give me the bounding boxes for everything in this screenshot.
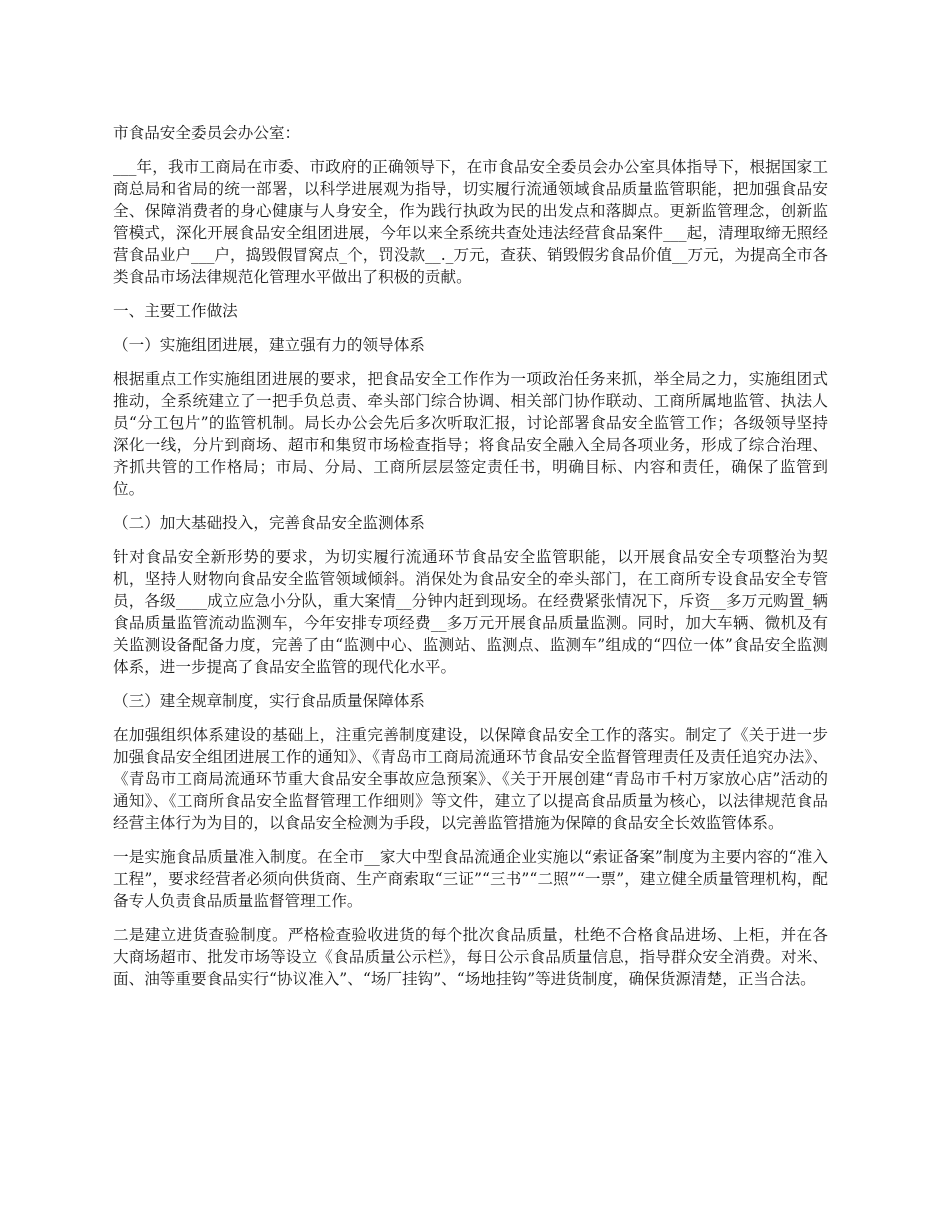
subsection-heading-3: （三）建全规章制度，实行食品质量保障体系 [113,692,425,710]
paragraph-monitoring: 针对食品安全新形势的要求，为切实履行流通环节食品安全监管职能，以开展食品安全专项整治为契机，坚持人财物向食品安全监管领域倾斜。消保处为食品安全的牵头部门，在工商所专设食品安全专管员，各级____成立应急小分队，重大案情__分钟内赶到现场。在经费紧张情况下，斥资__多万元购置_辆食品质量监管流动监测车，今年安排专项经费__多万元开展食品质量监测。同时，加大车辆、微机及有关监测设备配备力度，完善了由“监测中心、监测站、监测点、监测车”组成的“四位一体”食品安全监测体系，进一步提高了食品安全监管的现代化水平。 [113,548,828,676]
paragraph-leadership: 根据重点工作实施组团进展的要求，把食品安全工作作为一项政治任务来抓，举全局之力，实施组团式推动，全系统建立了一把手负总责、牵头部门综合协调、相关部门协作联动、工商所属地监管、执法人员“分工包片”的监管机制。局长办公会先后多次听取汇报，讨论部署食品安全监管工作；各级领导坚持深化一线，分片到商场、超市和集贸市场检查指导；将食品安全融入全局各项业务，形成了综合治理、齐抓共管的工作格局；市局、分局、工商所层层签定责任书，明确目标、内容和责任，确保了监管到位。 [113,370,828,498]
paragraph-access-system: 一是实施食品质量准入制度。在全市__家大中型食品流通企业实施以“索证备案”制度为主要内容的“准入工程”，要求经营者必须向供货商、生产商索取“三证”“三书”“二照”“一票”，建立健全质量管理机构，配备专人负责食品质量监督管理工作。 [113,848,828,910]
subsection-heading-1: （一）实施组团进展，建立强有力的领导体系 [113,336,425,354]
salutation: 市食品安全委员会办公室： [113,124,301,142]
section-heading-main-work: 一、主要工作做法 [113,302,238,320]
paragraph-regulations: 在加强组织体系建设的基础上，注重完善制度建设，以保障食品安全工作的落实。制定了《关于进一步加强食品安全组团进展工作的通知》、《青岛市工商局流通环节食品安全监督管理责任及责任追究办法》、《青岛市工商局流通环节重大食品安全事故应急预案》、《关于开展创建“青岛市千村万家放心店”活动的通知》、《工商所食品安全监督管理工作细则》等文件，建立了以提高食品质量为核心，以法律规范食品经营主体行为为目的，以食品安全检测为手段，以完善监管措施为保障的食品安全长效监管体系。 [113,726,828,832]
paragraph-inspection-system: 二是建立进货查验制度。严格检查验收进货的每个批次食品质量，杜绝不合格食品进场、上柜，并在各大商场超市、批发市场等设立《食品质量公示栏》，每日公示食品质量信息，指导群众安全消费。对米、面、油等重要食品实行“协议准入”、“场厂挂钩”、“场地挂钩”等进货制度，确保货源清楚，正当合法。 [113,926,828,988]
paragraph-intro: ___年，我市工商局在市委、市政府的正确领导下，在市食品安全委员会办公室具体指导下，根据国家工商总局和省局的统一部署，以科学进展观为指导，切实履行流通领域食品质量监管职能，把加强食品安全、保障消费者的身心健康与人身安全，作为践行执政为民的出发点和落脚点。更新监管理念，创新监管模式，深化开展食品安全组团进展，今年以来全系统共查处违法经营食品案件___起，清理取缔无照经营食品业户___户，捣毁假冒窝点_个，罚没款__._万元，查获、销毁假劣食品价值__万元，为提高全市各类食品市场法律规范化管理水平做出了积极的贡献。 [113,158,828,286]
document-body [113,122,828,1002]
subsection-heading-2: （二）加大基础投入，完善食品安全监测体系 [113,514,425,532]
